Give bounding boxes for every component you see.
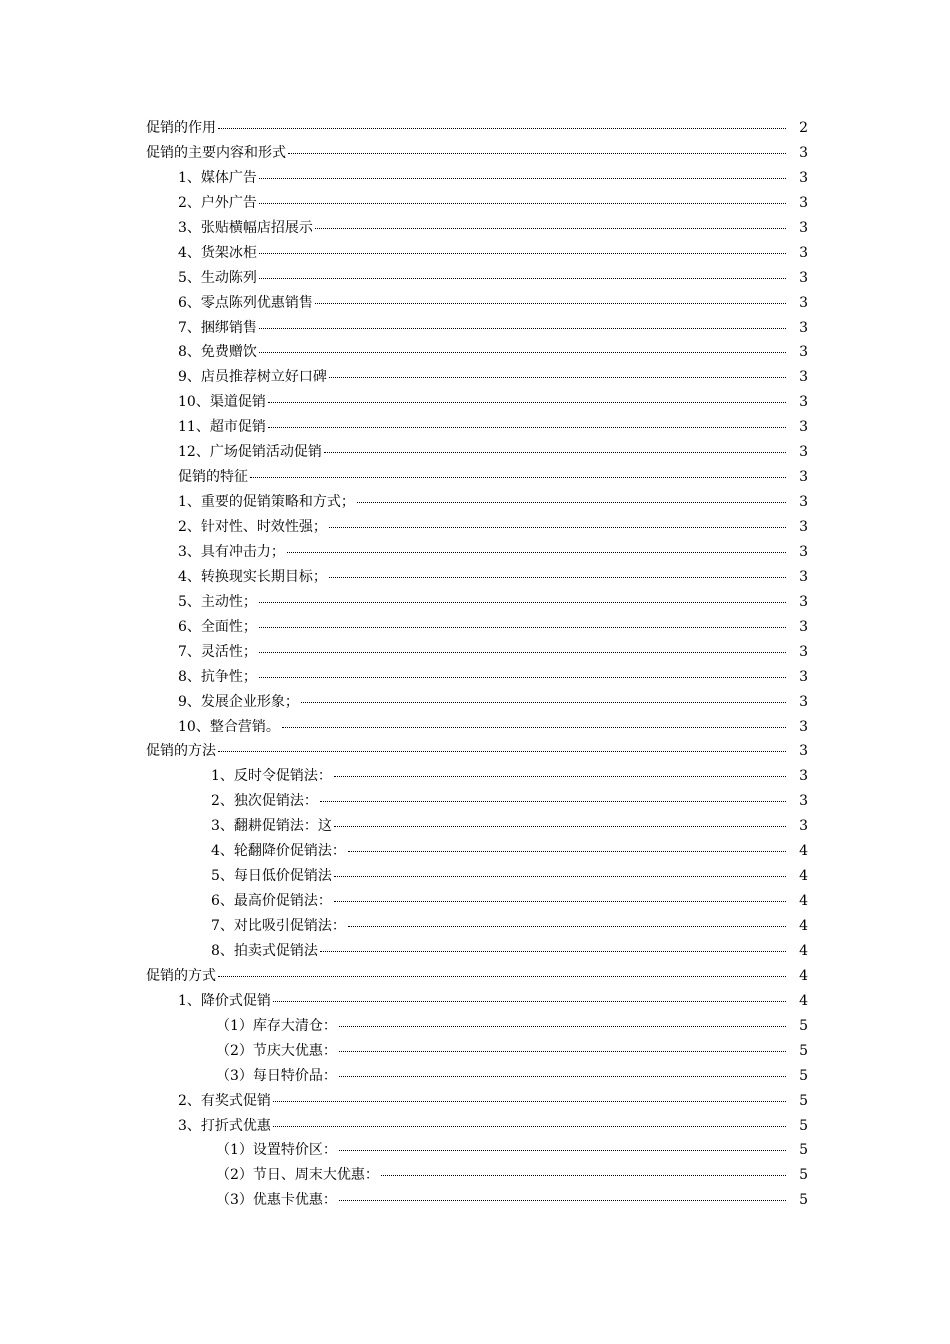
toc-entry-title: 2、针对性、时效性强； <box>178 519 327 535</box>
toc-entry-title: 11、超市促销 <box>178 419 266 436</box>
toc-entry[interactable] <box>0 889 950 914</box>
toc-entry-line <box>216 1014 788 1039</box>
toc-entry[interactable] <box>0 1163 950 1188</box>
toc-entry-page-number: 3 <box>799 743 808 760</box>
toc-entry-title: （3）每日特价品： <box>216 1067 337 1084</box>
toc-entry-line <box>178 241 788 266</box>
toc-entry-page-number: 4 <box>799 868 808 885</box>
toc-entry-line <box>211 839 788 864</box>
toc-entry[interactable] <box>0 739 950 764</box>
toc-entry[interactable] <box>0 864 950 889</box>
toc-entry[interactable] <box>0 715 950 740</box>
toc-entry-page-number: 3 <box>799 419 808 436</box>
toc-entry-title: （1）设置特价区： <box>216 1142 337 1159</box>
toc-entry-title: 促销的主要内容和形式 <box>146 144 286 161</box>
toc-entry-page-number: 3 <box>799 369 808 386</box>
toc-entry[interactable] <box>0 340 950 365</box>
toc-entry[interactable] <box>0 615 950 640</box>
toc-entry-title: 3、打折式优惠 <box>178 1117 271 1134</box>
toc-entry-line <box>178 191 788 216</box>
toc-entry-title: 5、主动性； <box>178 593 257 610</box>
toc-entry-page-number: 5 <box>799 1117 808 1134</box>
toc-entry-page-number: 3 <box>799 793 808 810</box>
toc-entry-title: 7、对比吸引促销法： <box>211 918 346 934</box>
toc-entry-page-number: 3 <box>799 144 808 161</box>
dot-leader <box>339 1076 786 1077</box>
toc-entry-title: 1、媒体广告 <box>178 169 257 186</box>
dot-leader <box>268 427 786 428</box>
toc-entry[interactable] <box>0 814 950 839</box>
toc-entry-title: 1、反时令促销法： <box>211 768 332 785</box>
toc-entry[interactable] <box>0 515 950 540</box>
toc-entry-page-number: 5 <box>799 1017 808 1034</box>
toc-entry-line <box>178 715 788 740</box>
toc-entry-title: 8、抗争性； <box>178 668 257 685</box>
toc-entry-title: 6、零点陈列优惠销售 <box>178 294 313 311</box>
toc-entry-page-number: 3 <box>799 169 808 186</box>
toc-entry-line <box>178 515 788 540</box>
dot-leader <box>339 1150 786 1151</box>
dot-leader <box>329 377 786 378</box>
toc-entry[interactable] <box>0 415 950 440</box>
toc-entry-line <box>178 590 788 615</box>
toc-entry-page-number: 3 <box>799 768 808 785</box>
toc-entry[interactable] <box>0 116 950 141</box>
toc-entry-line <box>178 365 788 390</box>
toc-entry-line <box>178 316 788 341</box>
toc-entry-title: 5、生动陈列 <box>178 269 257 286</box>
dot-leader <box>259 328 786 329</box>
dot-leader <box>348 851 786 852</box>
toc-entry-page-number: 3 <box>799 244 808 261</box>
toc-entry-title: 3、翻耕促销法：这 <box>211 818 332 835</box>
toc-entry[interactable] <box>0 914 950 939</box>
dot-leader <box>320 951 786 952</box>
toc-entry-title: 2、独次促销法： <box>211 793 318 810</box>
toc-entry[interactable] <box>0 241 950 266</box>
toc-entry-line <box>178 640 788 665</box>
toc-entry-page-number: 4 <box>799 967 808 984</box>
toc-entry-page-number: 4 <box>799 918 808 934</box>
toc-entry-line <box>178 565 788 590</box>
toc-entry-line <box>216 1138 788 1163</box>
toc-entry-line <box>216 1064 788 1089</box>
toc-entry[interactable] <box>0 939 950 964</box>
toc-entry[interactable] <box>0 764 950 789</box>
toc-entry[interactable] <box>0 690 950 715</box>
toc-entry-title: （2）节日、周末大优惠： <box>216 1167 379 1184</box>
toc-entry[interactable] <box>0 540 950 565</box>
toc-entry-page-number: 5 <box>799 1142 808 1159</box>
toc-entry[interactable] <box>0 1114 950 1139</box>
toc-entry[interactable] <box>0 839 950 864</box>
toc-entry-page-number: 3 <box>799 494 808 511</box>
toc-entry-title: （1）库存大清仓： <box>216 1017 337 1034</box>
toc-entry-page-number: 5 <box>799 1042 808 1059</box>
toc-entry-line <box>178 490 788 515</box>
dot-leader <box>348 926 786 927</box>
toc-entry-title: 促销的作用 <box>146 120 216 136</box>
toc-entry[interactable] <box>0 465 950 490</box>
toc-entry-page-number: 3 <box>799 394 808 411</box>
toc-entry-page-number: 5 <box>799 1092 808 1109</box>
dot-leader <box>329 577 786 578</box>
toc-entry-page-number: 3 <box>799 319 808 336</box>
toc-entry-line <box>178 266 788 291</box>
toc-entry-line <box>178 690 788 715</box>
toc-entry-title: 促销的特征 <box>178 469 248 486</box>
toc-entry-title: 7、捆绑销售 <box>178 319 257 336</box>
toc-entry-title: 1、重要的促销策略和方式； <box>178 494 355 511</box>
dot-leader <box>259 352 786 353</box>
toc-entry-title: 10、整合营销。 <box>178 718 280 735</box>
dot-leader <box>357 502 786 503</box>
toc-entry[interactable] <box>0 989 950 1014</box>
toc-entry[interactable] <box>0 216 950 241</box>
toc-entry-line <box>211 914 788 939</box>
toc-entry-line <box>178 465 788 490</box>
toc-entry-line <box>178 216 788 241</box>
toc-entry-line <box>178 340 788 365</box>
dot-leader <box>339 1026 786 1027</box>
toc-entry[interactable] <box>0 316 950 341</box>
toc-entry-title: 9、发展企业形象； <box>178 693 299 710</box>
dot-leader <box>315 303 786 304</box>
toc-entry[interactable] <box>0 390 950 415</box>
toc-entry-title: 8、免费赠饮 <box>178 344 257 361</box>
toc-entry[interactable] <box>0 266 950 291</box>
toc-entry-title: 1、降价式促销 <box>178 992 271 1009</box>
toc-entry-line <box>211 814 788 839</box>
toc-entry-line <box>178 540 788 565</box>
toc-entry-title: 8、拍卖式促销法 <box>211 942 318 959</box>
toc-entry-title: 6、全面性； <box>178 618 257 635</box>
dot-leader <box>324 452 786 453</box>
toc-entry[interactable] <box>0 964 950 989</box>
toc-entry-page-number: 4 <box>799 893 808 910</box>
toc-entry[interactable] <box>0 1039 950 1064</box>
toc-entry-page-number: 2 <box>799 120 808 136</box>
toc-entry-line <box>216 1039 788 1064</box>
toc-entry[interactable] <box>0 1138 950 1163</box>
dot-leader <box>268 402 786 403</box>
toc-entry-line <box>178 291 788 316</box>
toc-entry-title: 4、转换现实长期目标； <box>178 568 327 585</box>
dot-leader <box>273 1126 786 1127</box>
toc-entry-page-number: 5 <box>799 1192 808 1209</box>
toc-entry[interactable] <box>0 166 950 191</box>
toc-entry-page-number: 3 <box>799 543 808 560</box>
toc-entry[interactable] <box>0 291 950 316</box>
toc-entry-page-number: 3 <box>799 818 808 835</box>
dot-leader <box>259 602 786 603</box>
toc-entry-title: 促销的方式 <box>146 967 216 984</box>
toc-entry-title: 3、具有冲击力； <box>178 543 285 560</box>
toc-entry-line <box>146 116 788 141</box>
toc-entry-page-number: 4 <box>799 992 808 1009</box>
dot-leader <box>259 253 786 254</box>
toc-entry-title: 9、店员推荐树立好口碑 <box>178 369 327 386</box>
dot-leader <box>334 776 786 777</box>
dot-leader <box>334 901 786 902</box>
toc-entry-line <box>146 739 788 764</box>
toc-entry-line <box>211 764 788 789</box>
toc-entry[interactable] <box>0 1014 950 1039</box>
dot-leader <box>282 727 786 728</box>
toc-entry-page-number: 3 <box>799 568 808 585</box>
toc-entry-line <box>216 1163 788 1188</box>
toc-entry[interactable] <box>0 490 950 515</box>
toc-entry[interactable] <box>0 565 950 590</box>
toc-entry-page-number: 3 <box>799 344 808 361</box>
dot-leader <box>259 627 786 628</box>
toc-entry-page-number: 3 <box>799 194 808 211</box>
toc-entry-page-number: 3 <box>799 269 808 286</box>
toc-entry-line <box>178 989 788 1014</box>
toc-entry-page-number: 5 <box>799 1167 808 1184</box>
toc-entry-line <box>211 864 788 889</box>
toc-entry-title: 12、广场促销活动促销 <box>178 444 322 461</box>
dot-leader <box>250 477 786 478</box>
toc-entry-page-number: 3 <box>799 444 808 461</box>
dot-leader <box>339 1200 786 1201</box>
toc-entry[interactable] <box>0 440 950 465</box>
toc-entry-line <box>178 1089 788 1114</box>
toc-entry-line <box>211 789 788 814</box>
toc-entry[interactable] <box>0 191 950 216</box>
toc-entry-line <box>211 889 788 914</box>
dot-leader <box>334 826 786 827</box>
toc-entry-page-number: 3 <box>799 469 808 486</box>
toc-entry-title: 4、轮翻降价促销法： <box>211 843 346 860</box>
toc-entry[interactable] <box>0 665 950 690</box>
toc-entry-line <box>178 665 788 690</box>
toc-entry-title: （3）优惠卡优惠： <box>216 1192 337 1209</box>
dot-leader <box>320 801 786 802</box>
table-of-contents <box>0 116 950 1213</box>
toc-entry-page-number: 3 <box>799 294 808 311</box>
toc-entry[interactable] <box>0 640 950 665</box>
toc-entry-title: 5、每日低价促销法 <box>211 868 332 885</box>
toc-entry-page-number: 3 <box>799 668 808 685</box>
toc-entry-title: 10、渠道促销 <box>178 394 266 411</box>
dot-leader <box>381 1175 786 1176</box>
dot-leader <box>259 278 786 279</box>
toc-entry-line <box>216 1188 788 1213</box>
toc-entry-line <box>146 141 788 166</box>
toc-entry-page-number: 3 <box>799 519 808 535</box>
toc-entry-page-number: 3 <box>799 643 808 660</box>
dot-leader <box>259 677 786 678</box>
toc-entry-page-number: 5 <box>799 1067 808 1084</box>
dot-leader <box>329 527 786 528</box>
dot-leader <box>218 128 786 129</box>
dot-leader <box>334 876 786 877</box>
toc-entry[interactable] <box>0 365 950 390</box>
toc-entry[interactable] <box>0 590 950 615</box>
toc-entry[interactable] <box>0 789 950 814</box>
dot-leader <box>315 228 786 229</box>
toc-entry[interactable] <box>0 1089 950 1114</box>
toc-entry-page-number: 3 <box>799 593 808 610</box>
toc-entry-line <box>178 615 788 640</box>
dot-leader <box>287 552 786 553</box>
dot-leader <box>339 1051 786 1052</box>
dot-leader <box>218 751 786 752</box>
toc-entry[interactable] <box>0 141 950 166</box>
toc-entry-title: 7、灵活性； <box>178 643 257 660</box>
dot-leader <box>259 652 786 653</box>
toc-entry-line <box>178 390 788 415</box>
toc-entry[interactable] <box>0 1064 950 1089</box>
toc-entry-line <box>146 964 788 989</box>
toc-entry-page-number: 3 <box>799 693 808 710</box>
toc-entry-page-number: 3 <box>799 618 808 635</box>
toc-entry-page-number: 4 <box>799 843 808 860</box>
toc-entry[interactable] <box>0 1188 950 1213</box>
dot-leader <box>273 1101 786 1102</box>
toc-entry-title: 促销的方法 <box>146 743 216 760</box>
toc-entry-page-number: 3 <box>799 219 808 236</box>
toc-entry-page-number: 4 <box>799 942 808 959</box>
dot-leader <box>273 1001 786 1002</box>
toc-entry-title: 3、张贴横幅店招展示 <box>178 219 313 236</box>
toc-entry-line <box>178 415 788 440</box>
dot-leader <box>301 702 786 703</box>
toc-entry-title: 4、货架冰柜 <box>178 244 257 261</box>
toc-entry-line <box>178 1114 788 1139</box>
dot-leader <box>288 153 786 154</box>
dot-leader <box>259 178 786 179</box>
dot-leader <box>218 976 786 977</box>
toc-entry-title: 2、户外广告 <box>178 194 257 211</box>
toc-entry-page-number: 3 <box>799 718 808 735</box>
toc-entry-title: 2、有奖式促销 <box>178 1092 271 1109</box>
toc-entry-line <box>178 440 788 465</box>
toc-entry-title: 6、最高价促销法： <box>211 893 332 910</box>
toc-entry-line <box>178 166 788 191</box>
toc-entry-title: （2）节庆大优惠： <box>216 1042 337 1059</box>
dot-leader <box>259 203 786 204</box>
toc-entry-line <box>211 939 788 964</box>
